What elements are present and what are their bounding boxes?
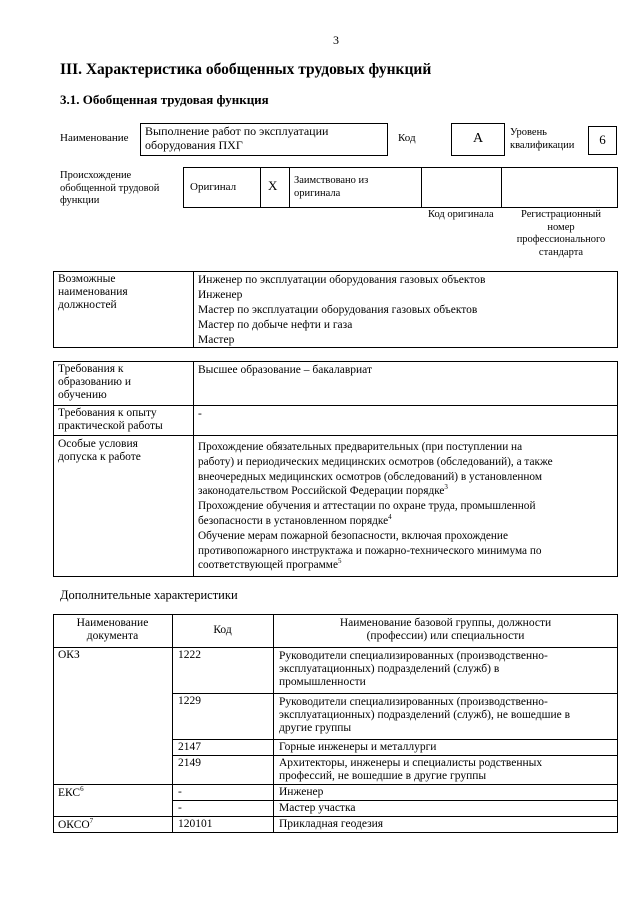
footnote-ref: 4 — [388, 512, 392, 521]
section-title: III. Характеристика обобщенных трудовых функций — [60, 61, 432, 78]
education-label: Требования к образованию и обучению — [58, 363, 131, 401]
position-item: Мастер по добыче нефти и газа — [198, 319, 353, 331]
row-code: - — [178, 802, 182, 814]
row-code: 1229 — [178, 695, 201, 707]
row-name: Мастер участка — [279, 802, 356, 814]
position-item: Мастер по эксплуатации оборудования газовых объектов — [198, 304, 478, 316]
header-code: Код — [213, 624, 232, 636]
row-code: 2149 — [178, 757, 201, 769]
level-label: Уровень квалификации — [510, 127, 575, 151]
doc-label: ОКЗ — [58, 649, 80, 661]
name-label: Наименование — [60, 132, 129, 144]
special-conditions-label: Особые условия допуска к работе — [58, 438, 141, 463]
footnote-ref: 6 — [80, 785, 84, 793]
original-mark: Х — [268, 178, 278, 193]
additional-title: Дополнительные характеристики — [60, 588, 238, 602]
header-doc: Наименование документа — [76, 617, 149, 642]
positions-list — [198, 273, 485, 348]
education-value: Высшее образование – бакалавриат — [198, 364, 372, 376]
positions-label: Возможные наименования должностей — [58, 273, 128, 311]
row-code: 1222 — [178, 649, 201, 661]
row-code: 2147 — [178, 741, 201, 753]
experience-value: - — [198, 408, 202, 420]
experience-label: Требования к опыту практической работы — [58, 407, 163, 432]
subsection-title: 3.1. Обобщенная трудовая функция — [60, 92, 269, 107]
original-label: Оригинал — [190, 181, 237, 193]
row-name: Инженер — [279, 786, 324, 798]
code-value: А — [472, 131, 484, 146]
origin-label: Происхождение обобщенной трудовой функции — [60, 170, 160, 206]
row-name: Горные инженеры и металлурги — [279, 741, 437, 753]
row-code: 120101 — [178, 818, 213, 830]
row-name: Руководители специализированных (производственно- эксплуатационных) подразделений (служб), не вошедшие в другие группы — [279, 696, 571, 734]
doc-label: ОКСО$^7$ — [58, 817, 94, 831]
origin-table — [183, 167, 618, 208]
code-original-label: Код оригинала — [428, 209, 494, 220]
row-code: - — [178, 786, 182, 798]
footnote-ref: 7 — [89, 817, 94, 825]
footnote-ref: 5 — [337, 557, 342, 566]
special-conditions-text: Прохождение обязательных предварительных (при поступлении на работу) и периодических медицинских осмотров (обследований), а также внеочередных медицинских осмотров (обследований) в установленном законодательством Российской Федерации порядке$^3$ Прохождение обучения и аттестации по охране труда, промышленной безопасности в установленном порядке$^4$ Обучение мерам пожарной безопасности, включая прохождение противопожарного инструктажа и пожарно-технического минимума по соответствующей программе$^5$ — [198, 441, 553, 572]
level-value: 6 — [599, 132, 606, 147]
row-name: Архитекторы, инженеры и специалисты родственных профессий, не вошедшие в другие группы — [279, 757, 543, 782]
header-name: Наименование базовой группы, должности (профессии) или специальности — [339, 617, 552, 642]
position-item: Инженер — [198, 289, 243, 301]
position-item: Инженер по эксплуатации оборудования газовых объектов — [198, 274, 486, 286]
code-label: Код — [398, 132, 416, 144]
row-name: Руководители специализированных (производственно- эксплуатационных) подразделений (служб) в промышленности — [279, 650, 548, 688]
position-item: Мастер — [198, 334, 235, 346]
row-name: Прикладная геодезия — [279, 818, 384, 830]
borrowed-label: Заимствовано из оригинала — [294, 175, 369, 199]
reg-number-label: Регистрационный номер профессионального стандарта — [516, 209, 606, 258]
page-number: 3 — [333, 33, 339, 47]
name-value: Выполнение работ по эксплуатации оборудования ПХГ — [145, 124, 329, 152]
doc-label: ЕКС$^6$ — [58, 785, 84, 799]
footnote-ref: 3 — [444, 483, 448, 492]
